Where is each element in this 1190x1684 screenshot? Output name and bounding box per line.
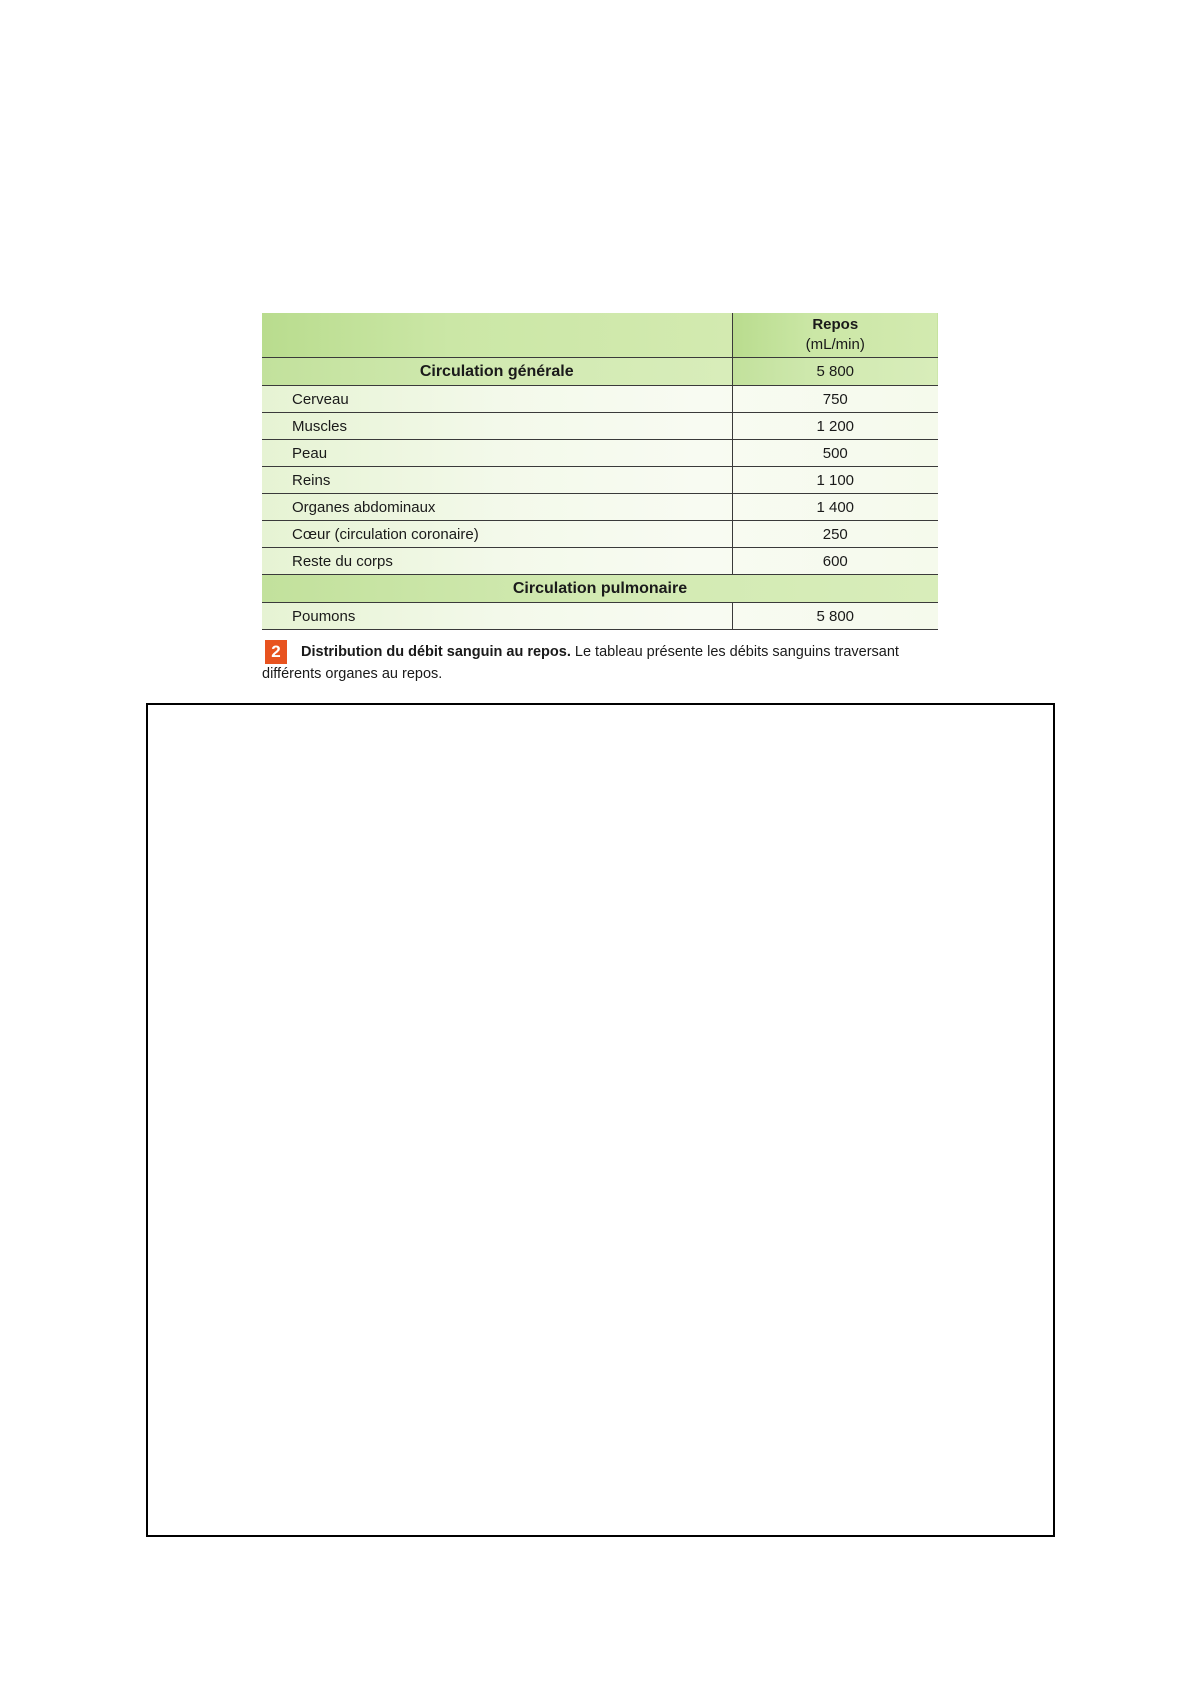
section-title: Circulation pulmonaire — [262, 575, 938, 603]
flow-value: 600 — [732, 548, 938, 575]
caption-title: Distribution du débit sanguin au repos. — [301, 643, 571, 660]
organ-label: Reins — [262, 467, 732, 494]
flow-value: 1 100 — [732, 467, 938, 494]
table-row — [262, 494, 938, 521]
flow-value: 1 200 — [732, 413, 938, 440]
answer-box[interactable] — [146, 703, 1055, 1537]
table-row — [262, 467, 938, 494]
header-empty-cell — [262, 313, 732, 358]
flow-value: 750 — [732, 386, 938, 413]
table-row — [262, 386, 938, 413]
table-row — [262, 413, 938, 440]
organ-label: Reste du corps — [262, 548, 732, 575]
organ-label: Organes abdominaux — [262, 494, 732, 521]
table-row — [262, 603, 938, 630]
organ-label: Cœur (circulation coronaire) — [262, 521, 732, 548]
header-unit-label: (mL/min) — [805, 336, 865, 353]
organ-label: Peau — [262, 440, 732, 467]
organ-label: Poumons — [262, 603, 732, 630]
figure — [262, 313, 938, 684]
table-row — [262, 548, 938, 575]
flow-value: 1 400 — [732, 494, 938, 521]
header-repos-label: Repos — [812, 316, 859, 333]
flow-value: 250 — [732, 521, 938, 548]
caption-text: Le tableau présente les débits sanguins traversant différents organes au repos. — [262, 643, 899, 682]
organ-label: Cerveau — [262, 386, 732, 413]
flow-value: 5 800 — [732, 603, 938, 630]
figure-caption — [262, 640, 938, 684]
table-header-row — [262, 313, 938, 358]
header-repos-cell — [732, 313, 938, 358]
table-row — [262, 521, 938, 548]
table-row — [262, 440, 938, 467]
figure-number-badge: 2 — [265, 640, 287, 664]
section-row-pulmonaire — [262, 575, 938, 603]
section-row-generale — [262, 358, 938, 386]
section-total: 5 800 — [732, 358, 938, 386]
flow-value: 500 — [732, 440, 938, 467]
blood-flow-table — [262, 313, 938, 630]
organ-label: Muscles — [262, 413, 732, 440]
section-title: Circulation générale — [262, 358, 732, 386]
